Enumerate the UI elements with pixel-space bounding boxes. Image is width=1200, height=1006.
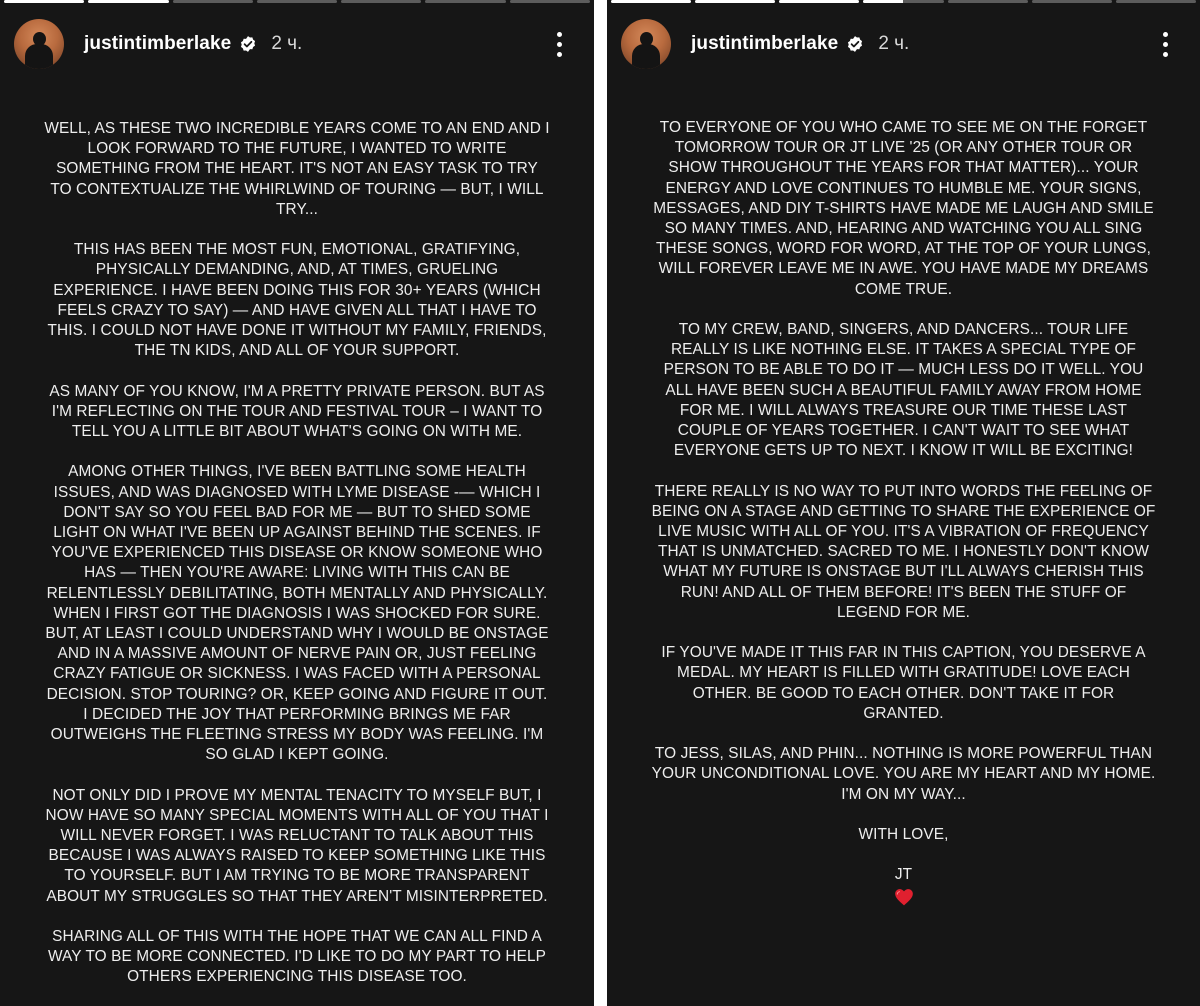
caption-paragraph: TO EVERYONE OF YOU WHO CAME TO SEE ME ON THE FORGET TOMORROW TOUR OR JT LIVE '25 (OR ANY OTHER TOUR OR SHOW THROUGHOUT THE YEARS FOR THAT MATTER)... YOUR ENERGY AND LOVE CONTINUES TO HUMBLE ME. YOUR SIGNS, MESSAGES, AND DIY T-SHIRTS HAVE MADE ME LAUGH AND SMILE SO MANY TIMES. AND, HEARING AND WATCHING YOU ALL SING THESE SONGS, WORD FOR WORD, AT THE TOP OF YOUR LUNGS, WILL FOREVER LEAVE ME IN AWE. YOU HAVE MADE MY DREAMS COME TRUE. — [653, 119, 1154, 298]
progress-segment — [173, 0, 253, 3]
caption-paragraph: TO JESS, SILAS, AND PHIN... NOTHING IS MORE POWERFUL THAN YOUR UNCONDITIONAL LOVE. YOU ARE MY HEART AND MY HOME. I'M ON MY WAY... — [651, 745, 1156, 803]
caption-paragraph: AMONG OTHER THINGS, I'VE BEEN BATTLING SOME HEALTH ISSUES, AND WAS DIAGNOSED WITH LYME DISEASE -— WHICH I DON'T SAY SO YOU FEEL BAD FOR ME — BUT TO SHED SOME LIGHT ON WHAT I'VE BEEN UP AGAINST BEHIND THE SCENES. IF YOU'VE EXPERIENCED THIS DISEASE OR KNOW SOMEONE WHO HAS — THEN YOU'RE AWARE: LIVING WITH THIS CAN BE RELENTLESSLY DEBILITATING, BOTH MENTALLY AND PHYSICALLY. WHEN I FIRST GOT THE DIAGNOSIS I WAS SHOCKED FOR SURE. BUT, AT LEAST I COULD UNDERSTAND WHY I WOULD BE ONSTAGE AND IN A MASSIVE AMOUNT OF NERVE PAIN OR, JUST FEELING CRAZY FATIGUE OR SICKNESS. I WAS FACED WITH A PERSONAL DECISION. STOP TOURING? OR, KEEP GOING AND FIGURE IT OUT. I DECIDED THE JOY THAT PERFORMING BRINGS ME FAR OUTWEIGHS THE FLEETING STRESS MY BODY WAS FEELING. I'M SO GLAD I KEPT GOING. — [45, 463, 549, 764]
progress-segment — [695, 0, 775, 3]
username[interactable]: justintimberlake — [84, 33, 232, 54]
story-caption — [651, 118, 1156, 912]
caption-paragraph: THERE REALLY IS NO WAY TO PUT INTO WORDS THE FEELING OF BEING ON A STAGE AND GETTING TO SHARE THE EXPERIENCE OF LIVE MUSIC WITH ALL OF YOU. IT'S A VIBRATION OF FREQUENCY THAT IS UNMATCHED. SACRED TO ME. I HONESTLY DON'T KNOW WHAT MY FUTURE IS ONSTAGE BUT I'LL ALWAYS CHERISH THIS RUN! AND ALL OF THEM BEFORE! IT'S BEEN THE STUFF OF LEGEND FOR ME. — [651, 482, 1156, 621]
red-heart-icon — [894, 888, 914, 906]
caption-paragraph: SHARING ALL OF THIS WITH THE HOPE THAT WE CAN ALL FIND A WAY TO BE MORE CONNECTED. I'D LIKE TO DO MY PART TO HELP OTHERS EXPERIENCING THIS DISEASE TOO. — [47, 928, 547, 986]
story-progress-bar — [4, 0, 590, 3]
progress-fill — [4, 0, 84, 3]
story-header — [621, 18, 1186, 70]
progress-segment — [425, 0, 505, 3]
caption-paragraph: AS MANY OF YOU KNOW, I'M A PRETTY PRIVATE PERSON. BUT AS I'M REFLECTING ON THE TOUR AND FESTIVAL TOUR – I WANT TO TELL YOU A LITTLE BIT ABOUT WHAT'S GOING ON WITH ME. — [49, 382, 545, 441]
username[interactable]: justintimberlake — [691, 33, 839, 54]
post-time: 2 ч. — [271, 33, 303, 54]
progress-segment — [4, 0, 84, 3]
progress-fill — [695, 0, 775, 3]
progress-segment — [611, 0, 691, 3]
progress-segment — [863, 0, 943, 3]
story-caption — [44, 119, 550, 1006]
more-options-icon[interactable] — [553, 28, 566, 61]
verified-badge-icon — [846, 35, 864, 53]
progress-segment — [341, 0, 421, 3]
progress-segment — [88, 0, 168, 3]
avatar[interactable] — [621, 19, 671, 69]
story-panel-left[interactable] — [0, 0, 594, 1006]
progress-segment — [948, 0, 1028, 3]
progress-segment — [779, 0, 859, 3]
caption-paragraph: TO MY CREW, BAND, SINGERS, AND DANCERS... TOUR LIFE REALLY IS LIKE NOTHING ELSE. IT TAKES A SPECIAL TYPE OF PERSON TO BE ABLE TO DO IT — MUCH LESS DO IT WELL. YOU ALL HAVE BEEN SUCH A BEAUTIFUL FAMILY AWAY FROM HOME FOR ME. I WILL ALWAYS TREASURE OUR TIME THESE LAST COUPLE OF YEARS TOGETHER. I CAN'T WAIT TO SEE WHAT EVERYONE GETS UP TO NEXT. I KNOW IT WILL BE EXCITING! — [663, 321, 1144, 460]
progress-segment — [1116, 0, 1196, 3]
progress-fill — [779, 0, 859, 3]
progress-segment — [510, 0, 590, 3]
caption-paragraph: WELL, AS THESE TWO INCREDIBLE YEARS COME TO AN END AND I LOOK FORWARD TO THE FUTURE, I WANTED TO WRITE SOMETHING FROM THE HEART. IT'S NOT AN EASY TASK TO TRY TO CONTEXTUALIZE THE WHIRLWIND OF TOURING — BUT, I WILL TRY... — [44, 120, 550, 218]
caption-paragraph: NOT ONLY DID I PROVE MY MENTAL TENACITY TO MYSELF BUT, I NOW HAVE SO MANY SPECIAL MOMENTS WITH ALL OF YOU THAT I WILL NEVER FORGET. I WAS RELUCTANT TO TALK ABOUT THIS BECAUSE I WAS ALWAYS RAISED TO KEEP SOMETHING LIKE THIS TO YOURSELF. BUT I AM TRYING TO BE MORE TRANSPARENT ABOUT MY STRUGGLES SO THAT THEY AREN'T MISINTERPRETED. — [45, 786, 549, 905]
caption-paragraph: IF YOU'VE MADE IT THIS FAR IN THIS CAPTION, YOU DESERVE A MEDAL. MY HEART IS FILLED WITH GRATITUDE! LOVE EACH OTHER. BE GOOD TO EACH OTHER. DON'T TAKE IT FOR GRANTED. — [661, 644, 1146, 722]
progress-fill — [611, 0, 691, 3]
avatar[interactable] — [14, 19, 64, 69]
progress-segment — [1032, 0, 1112, 3]
more-options-icon[interactable] — [1159, 28, 1172, 61]
post-time: 2 ч. — [878, 33, 910, 54]
caption-paragraph: THIS HAS BEEN THE MOST FUN, EMOTIONAL, GRATIFYING, PHYSICALLY DEMANDING, AND, AT TIMES, GRUELING EXPERIENCE. I HAVE BEEN DOING THIS FOR 30+ YEARS (WHICH FEELS CRAZY TO SAY) — AND HAVE GIVEN ALL THAT I HAVE TO THIS. I COULD NOT HAVE DONE IT WITHOUT MY FAMILY, FRIENDS, THE TN KIDS, AND ALL OF YOUR SUPPORT. — [47, 241, 547, 360]
signature: JT — [894, 866, 913, 884]
progress-fill — [88, 0, 168, 3]
story-panel-right[interactable] — [607, 0, 1200, 1006]
caption-paragraph: WITH LOVE, — [858, 826, 949, 844]
progress-segment — [257, 0, 337, 3]
verified-badge-icon — [239, 35, 257, 53]
progress-fill — [863, 0, 903, 3]
story-progress-bar — [611, 0, 1196, 3]
story-header — [14, 18, 580, 70]
